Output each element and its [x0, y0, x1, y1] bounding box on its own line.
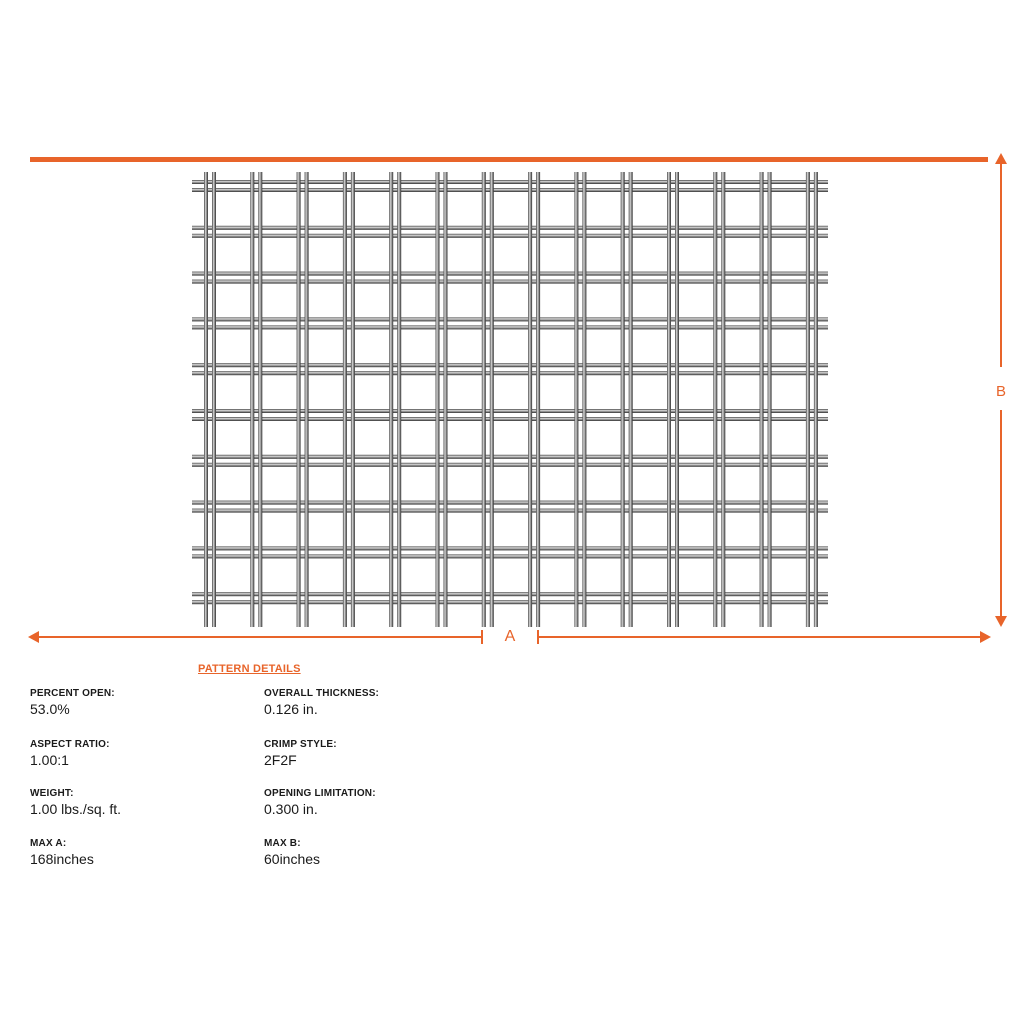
vertical-wire — [806, 172, 810, 627]
a-arrow-right-icon — [980, 631, 991, 643]
vertical-wire — [536, 172, 540, 627]
vertical-wire — [760, 172, 764, 627]
horizontal-wire — [192, 554, 828, 558]
spec-weight — [30, 788, 121, 817]
pattern-details-title: PATTERN DETAILS — [198, 663, 301, 675]
b-arrow-down-icon — [995, 616, 1007, 627]
horizontal-wire — [192, 463, 828, 467]
vertical-wire — [204, 172, 208, 627]
spec-percent-open — [30, 688, 115, 717]
spec-value: 2F2F — [264, 752, 297, 768]
horizontal-wire — [192, 280, 828, 284]
vertical-wire — [814, 172, 818, 627]
vertical-wire — [667, 172, 671, 627]
horizontal-wire — [192, 501, 828, 505]
vertical-wire — [528, 172, 532, 627]
spec-label: MAX A: — [30, 838, 67, 849]
spec-max-b — [264, 838, 320, 867]
vertical-wire — [343, 172, 347, 627]
horizontal-wire — [192, 363, 828, 367]
vertical-wire — [305, 172, 309, 627]
horizontal-wire — [192, 272, 828, 276]
spec-value: 53.0% — [30, 701, 70, 717]
horizontal-wire — [192, 509, 828, 513]
a-dimension-tick — [481, 630, 483, 644]
vertical-wire — [629, 172, 633, 627]
a-dimension-line-left — [38, 636, 482, 638]
spec-overall-thickness — [264, 688, 379, 717]
spec-opening-limitation — [264, 788, 376, 817]
horizontal-wire — [192, 455, 828, 459]
vertical-wire — [713, 172, 717, 627]
a-dimension-line-right — [538, 636, 980, 638]
spec-label: MAX B: — [264, 838, 301, 849]
vertical-wire — [389, 172, 393, 627]
horizontal-wire — [192, 371, 828, 375]
vertical-wire — [482, 172, 486, 627]
horizontal-wire — [192, 234, 828, 238]
vertical-wire — [582, 172, 586, 627]
horizontal-wires — [192, 180, 828, 604]
vertical-wire — [250, 172, 254, 627]
b-dimension-label: B — [995, 383, 1006, 400]
wire-mesh-image — [192, 172, 828, 627]
horizontal-wire — [192, 325, 828, 329]
spec-label: WEIGHT: — [30, 788, 74, 799]
spec-value: 0.126 in. — [264, 701, 318, 717]
horizontal-wire — [192, 409, 828, 413]
vertical-wire — [621, 172, 625, 627]
b-dimension-line-lower — [1000, 410, 1002, 618]
spec-value: 0.300 in. — [264, 801, 318, 817]
vertical-wire — [721, 172, 725, 627]
vertical-wire — [444, 172, 448, 627]
spec-max-a — [30, 838, 94, 867]
spec-value: 1.00 lbs./sq. ft. — [30, 801, 122, 817]
b-dimension-line-upper — [1000, 162, 1002, 367]
horizontal-wire — [192, 592, 828, 596]
spec-value: 60inches — [264, 851, 321, 867]
vertical-wire — [675, 172, 679, 627]
vertical-wire — [768, 172, 772, 627]
spec-aspect-ratio — [30, 739, 110, 768]
spec-crimp-style — [264, 739, 337, 768]
vertical-wire — [212, 172, 216, 627]
spec-label: ASPECT RATIO: — [30, 739, 110, 750]
horizontal-wire — [192, 546, 828, 550]
horizontal-wire — [192, 600, 828, 604]
a-dimension-label: A — [504, 628, 516, 645]
vertical-wire — [297, 172, 301, 627]
spec-label: OPENING LIMITATION: — [264, 788, 376, 799]
horizontal-wire — [192, 180, 828, 184]
vertical-wire — [436, 172, 440, 627]
horizontal-wire — [192, 317, 828, 321]
vertical-wire — [490, 172, 494, 627]
spec-label: OVERALL THICKNESS: — [264, 688, 380, 699]
spec-value: 1.00:1 — [30, 752, 69, 768]
spec-label: CRIMP STYLE: — [264, 739, 337, 750]
vertical-wire — [397, 172, 401, 627]
vertical-wire — [351, 172, 355, 627]
vertical-wire — [258, 172, 262, 627]
spec-value: 168inches — [30, 851, 94, 867]
horizontal-wire — [192, 188, 828, 192]
vertical-wires — [204, 172, 818, 627]
spec-label: PERCENT OPEN: — [30, 688, 115, 699]
horizontal-wire — [192, 417, 828, 421]
vertical-wire — [574, 172, 578, 627]
horizontal-wire — [192, 226, 828, 230]
top-dimension-bar — [30, 157, 988, 162]
